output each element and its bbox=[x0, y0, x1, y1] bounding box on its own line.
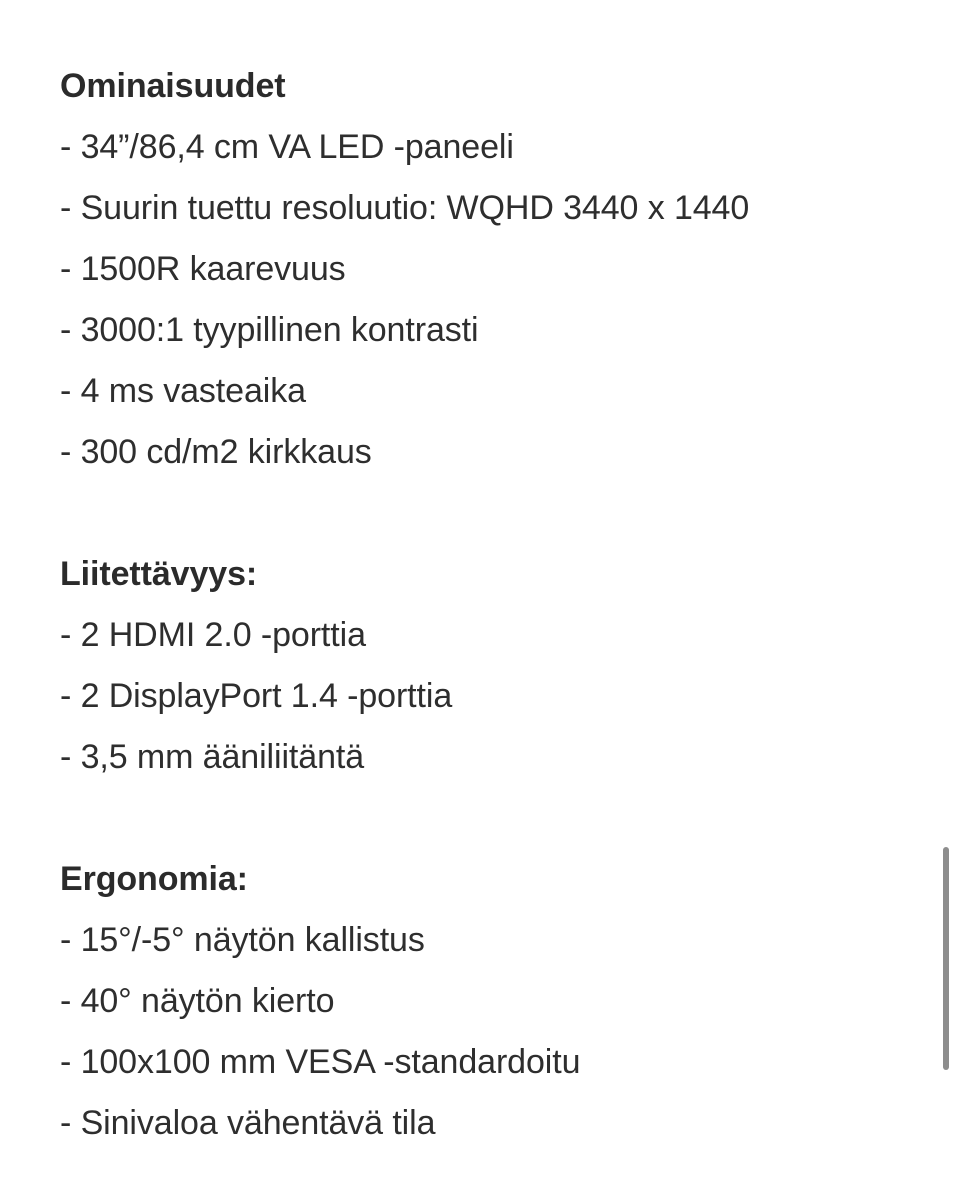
list-item: - Sinivaloa vähentävä tila bbox=[60, 1104, 436, 1142]
section-heading-ergonomics: Ergonomia: bbox=[60, 860, 248, 898]
list-item: - 3000:1 tyypillinen kontrasti bbox=[60, 311, 479, 349]
scrollbar-thumb[interactable] bbox=[943, 847, 949, 1070]
section-heading-features: Ominaisuudet bbox=[60, 67, 286, 105]
ergonomics-list bbox=[60, 910, 920, 1154]
list-item: - 4 ms vasteaika bbox=[60, 372, 306, 410]
section-features bbox=[60, 56, 920, 483]
list-item: - 2 DisplayPort 1.4 -porttia bbox=[60, 677, 453, 715]
feature-list bbox=[60, 117, 920, 483]
list-item: - 1500R kaarevuus bbox=[60, 250, 346, 288]
list-item: - 300 cd/m2 kirkkaus bbox=[60, 433, 372, 471]
section-heading-connectivity: Liitettävyys: bbox=[60, 555, 258, 593]
list-item: - 3,5 mm ääniliitäntä bbox=[60, 738, 365, 776]
list-item: - Suurin tuettu resoluutio: WQHD 3440 x 1440 bbox=[60, 189, 750, 227]
list-item: - 34”/86,4 cm VA LED -paneeli bbox=[60, 128, 514, 166]
connectivity-list bbox=[60, 605, 920, 788]
section-ergonomics bbox=[60, 849, 920, 1154]
list-item: - 15°/-5° näytön kallistus bbox=[60, 921, 425, 959]
list-item: - 100x100 mm VESA -standardoitu bbox=[60, 1043, 581, 1081]
list-item: - 2 HDMI 2.0 -porttia bbox=[60, 616, 366, 654]
section-connectivity bbox=[60, 544, 920, 788]
scrollbar[interactable] bbox=[943, 0, 949, 1188]
list-item: - 40° näytön kierto bbox=[60, 982, 335, 1020]
